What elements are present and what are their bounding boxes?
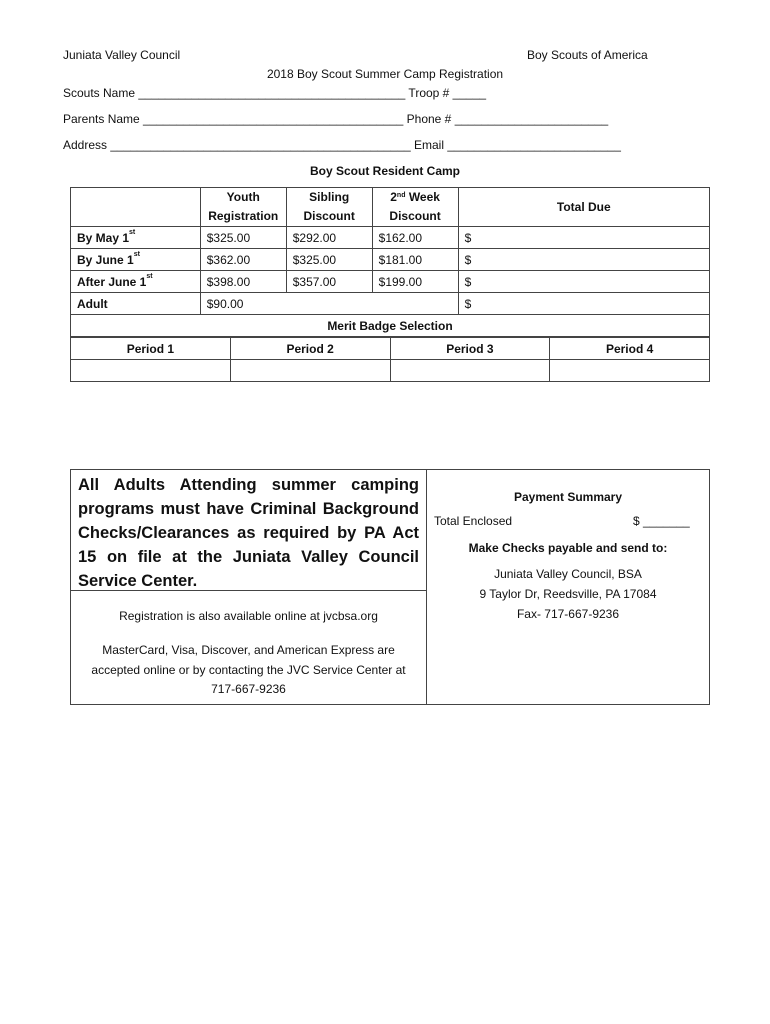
total-due-header: Total Due	[458, 188, 709, 227]
second-week-price: $199.00	[372, 271, 458, 293]
sibling-price: $325.00	[286, 249, 372, 271]
cards-text-line1: MasterCard, Visa, Discover, and American Express are	[102, 643, 395, 657]
fax-number: Fax- 717-667-9236	[516, 607, 620, 621]
adult-row	[71, 293, 710, 315]
cards-text-line2: accepted online or by contacting the JVC Service Center at	[91, 663, 406, 677]
total-enclosed-field[interactable]: $ _______	[633, 514, 690, 528]
mailing-address-line1: Juniata Valley Council, BSA	[494, 567, 642, 581]
warning-text: All Adults Attending summer camping programs must have Criminal Background Checks/Clearances as required by PA Act 15 on file at the Juniata Valley Council Service Center.	[78, 476, 419, 590]
mailing-address-line2: 9 Taylor Dr, Reedsville, PA 17084	[479, 587, 657, 601]
payment-summary-box	[426, 469, 710, 705]
online-registration-text: Registration is also available online at jvcbsa.org	[119, 609, 378, 623]
period-1-input[interactable]	[71, 360, 231, 382]
period-1-header: Period 1	[71, 338, 231, 360]
address-line[interactable]: Address _____________________________________________ Email __________________________	[63, 138, 621, 152]
row-label: By June 1st	[71, 249, 201, 271]
period-3-input[interactable]	[390, 360, 550, 382]
row-label: After June 1st	[71, 271, 201, 293]
total-due-field[interactable]: $	[458, 271, 709, 293]
row-label: By May 1st	[71, 227, 201, 249]
payment-summary-title: Payment Summary	[513, 490, 623, 504]
second-week-header: 2nd Week Discount	[372, 188, 458, 227]
fee-table	[70, 187, 710, 337]
checks-payable-title: Make Checks payable and send to:	[468, 541, 668, 555]
table-row	[71, 249, 710, 271]
merit-badge-title: Merit Badge Selection	[71, 315, 710, 337]
sibling-discount-header: Sibling Discount	[286, 188, 372, 227]
period-4-header: Period 4	[550, 338, 710, 360]
table-row	[71, 227, 710, 249]
organization-name: Boy Scouts of America	[527, 48, 648, 62]
scouts-name-line[interactable]: Scouts Name ________________________________________ Troop # _____	[63, 86, 487, 100]
table-row	[71, 271, 710, 293]
blank-header	[71, 188, 201, 227]
form-title: 2018 Boy Scout Summer Camp Registration	[266, 67, 504, 81]
second-week-price: $162.00	[372, 227, 458, 249]
period-2-header: Period 2	[230, 338, 390, 360]
council-name: Juniata Valley Council	[63, 48, 181, 62]
period-input-row	[71, 360, 710, 382]
section-title: Boy Scout Resident Camp	[309, 164, 461, 178]
period-2-input[interactable]	[230, 360, 390, 382]
service-center-phone: 717-667-9236	[211, 682, 286, 696]
period-header-row	[71, 338, 710, 360]
adult-price: $90.00	[200, 293, 458, 315]
fee-header-row	[71, 188, 710, 227]
youth-registration-header: Youth Registration	[200, 188, 286, 227]
total-enclosed-label: Total Enclosed	[434, 514, 513, 528]
youth-price: $362.00	[200, 249, 286, 271]
sibling-price: $292.00	[286, 227, 372, 249]
youth-price: $325.00	[200, 227, 286, 249]
parents-name-line[interactable]: Parents Name _______________________________________ Phone # _______________________	[63, 112, 609, 126]
period-3-header: Period 3	[390, 338, 550, 360]
warning-box	[70, 469, 427, 591]
second-week-price: $181.00	[372, 249, 458, 271]
period-4-input[interactable]	[550, 360, 710, 382]
sibling-price: $357.00	[286, 271, 372, 293]
youth-price: $398.00	[200, 271, 286, 293]
adult-label: Adult	[71, 293, 201, 315]
period-table	[70, 337, 710, 382]
merit-badge-title-row	[71, 315, 710, 337]
adult-total-field[interactable]: $	[458, 293, 709, 315]
total-due-field[interactable]: $	[458, 249, 709, 271]
online-info-box	[70, 590, 427, 705]
total-due-field[interactable]: $	[458, 227, 709, 249]
